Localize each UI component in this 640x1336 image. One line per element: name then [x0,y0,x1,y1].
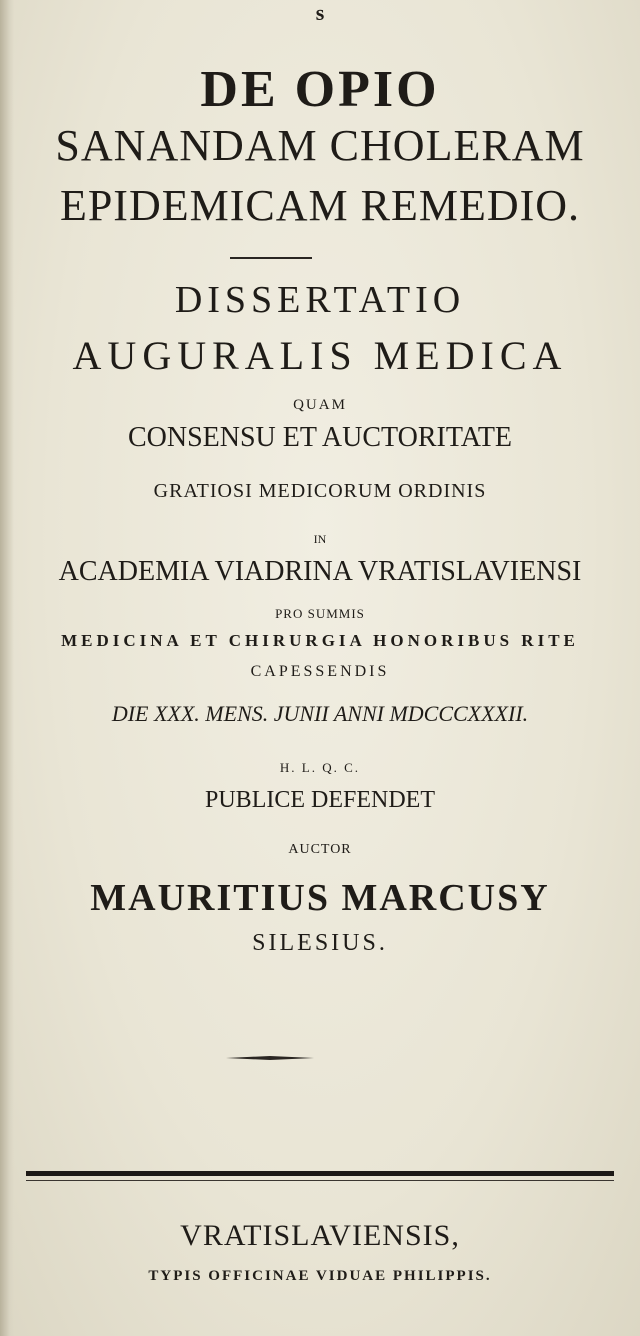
title-divider [230,257,312,259]
academia-line: ACADEMIA VIADRINA VRATISLAVIENSI [58,556,582,587]
hlqc-line: H. L. Q. C. [279,760,361,775]
author-name: MAURITIUS MARCUSY [90,877,550,919]
title-line-2: SANANDAM CHOLERAM [55,121,585,170]
date-line: DIE XXX. MENS. JUNII ANNI MDCCCXXXII. [111,701,529,726]
dissertation-heading: DISSERTATIO [174,279,466,321]
author-origin: SILESIUS. [252,930,388,956]
imprint-printer: TYPIS OFFICINAE VIDUAE PHILIPPIS. [148,1268,492,1284]
quam-line: QUAM [293,397,347,413]
title-line-1: DE OPIO [200,61,440,118]
imprint-thick-rule [26,1171,614,1176]
signature-mark: s [315,0,325,25]
capessendis-line: CAPESSENDIS [250,663,390,680]
publice-line: PUBLICE DEFENDET [205,787,435,813]
medicina-line: MEDICINA ET CHIRURGIA HONORIBUS RITE [61,631,579,650]
pro-summis-line: PRO SUMMIS [275,606,365,621]
imprint-city: VRATISLAVIENSIS, [180,1219,460,1252]
consensu-line: CONSENSU ET AUCTORITATE [127,422,513,453]
auctor-line: AUCTOR [288,842,352,857]
imprint-thin-rule [26,1180,614,1181]
gratiosi-line: GRATIOSI MEDICORUM ORDINIS [153,480,487,502]
ornament-rule [226,1055,314,1061]
in-line: IN [313,532,327,546]
title-line-3: EPIDEMICAM REMEDIO. [59,181,581,230]
dissertation-subheading: AUGURALIS MEDICA [72,333,568,378]
